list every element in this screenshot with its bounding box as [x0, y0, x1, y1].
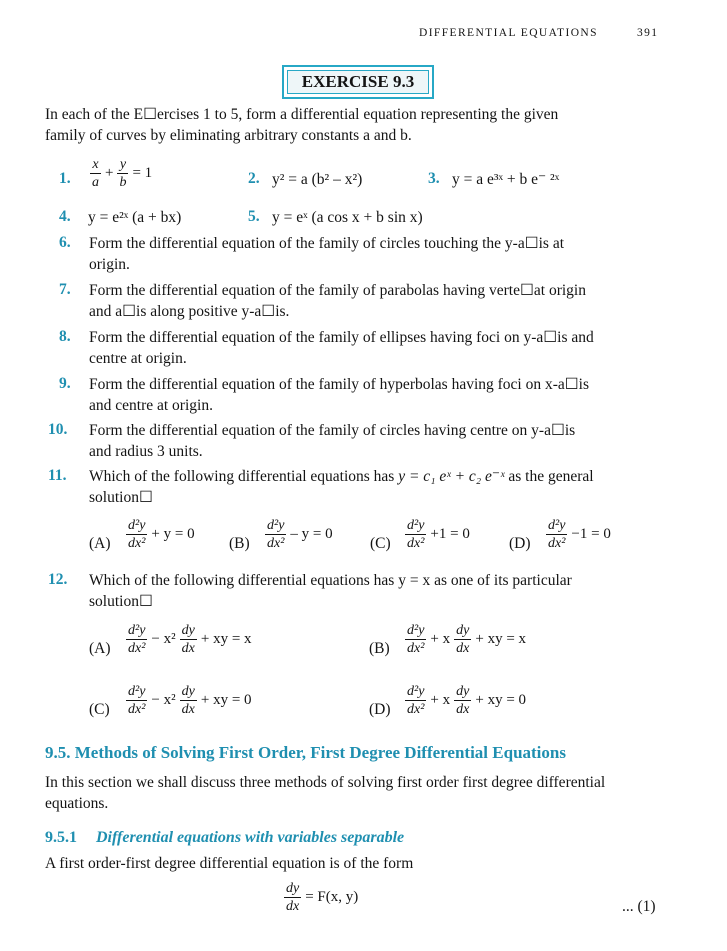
option-11-d-label: (D) — [509, 535, 531, 552]
subsection-text: A first order-first degree differential equation is of the form — [45, 855, 414, 872]
item-12-options — [89, 622, 669, 732]
item-number-11: 11. — [48, 467, 67, 484]
option-11-c-eq: $\frac{\text{d²y}}{\text{dx²}}$ +1 = 0 — [407, 518, 470, 551]
option-11-c-label: (C) — [370, 535, 391, 552]
item-10-line-2: and radius 3 units. — [89, 443, 203, 460]
item-3-equation: y = a e³ˣ + b e⁻ ²ˣ — [452, 171, 560, 188]
item-number-4: 4. — [59, 208, 71, 225]
option-11-a-eq: $\frac{\text{d²y}}{\text{dx²}}$ + y = 0 — [128, 518, 195, 551]
item-11-line-2: solution☐ — [89, 489, 153, 506]
option-12-b-label: (B) — [369, 640, 390, 657]
item-11-options — [89, 517, 669, 563]
item-number-8: 8. — [59, 328, 71, 345]
item-7-line-2: and a☐is along positive y-a☐is. — [89, 303, 290, 320]
option-11-a-label: (A) — [89, 535, 111, 552]
item-6-line-2: origin. — [89, 256, 130, 273]
equation-1-label: ... (1) — [622, 898, 656, 915]
item-number-1: 1. — [59, 170, 71, 187]
option-11-d-eq: $\frac{\text{d²y}}{\text{dx²}}$ −1 = 0 — [548, 518, 611, 551]
option-11-b-eq: $\frac{\text{d²y}}{\text{dx²}}$ – y = 0 — [267, 518, 333, 551]
option-12-a-label: (A) — [89, 640, 111, 657]
option-12-c-eq: $\frac{\text{d²y}}{\text{dx²}}$ − x² $\frac{dy}{dx}$ + xy = 0 — [128, 684, 252, 717]
option-12-a-eq: $\frac{\text{d²y}}{\text{dx²}}$ − x² $\frac{dy}{dx}$ + xy = x — [128, 623, 252, 656]
item-4-equation: y = e²ˣ (a + bx) — [88, 209, 182, 226]
item-9-line-1: Form the differential equation of the family of hyperbolas having foci on x-a☐is — [89, 376, 590, 393]
section-text-line-1: In this section we shall discuss three methods of solving first order first degree differential — [45, 774, 606, 791]
item-9-line-2: and centre at origin. — [89, 397, 213, 414]
item-1-equation: $\frac{x}{a}$ + $\frac{y}{b}$ = 1 — [92, 157, 153, 190]
item-number-7: 7. — [59, 281, 71, 298]
item-11-line-1: Which of the following differential equations has y = c₁ eˣ + c₂ e⁻ˣ as the general — [89, 468, 594, 485]
item-10-line-1: Form the differential equation of the family of circles having centre on y-a☐is — [89, 422, 576, 439]
item-number-6: 6. — [59, 234, 71, 251]
exercise-intro-line-1: In each of the E☐ercises 1 to 5, form a differential equation representing the given — [45, 106, 559, 123]
item-number-5: 5. — [248, 208, 260, 225]
subsection-title: Differential equations with variables separable — [96, 829, 405, 846]
item-number-9: 9. — [59, 375, 71, 392]
option-12-c-label: (C) — [89, 701, 110, 718]
item-12-line-1: Which of the following differential equations has y = x as one of its particular — [89, 572, 572, 589]
exercise-intro-line-2: family of curves by eliminating arbitrary constants a and b. — [45, 127, 412, 144]
item-6-line-1: Form the differential equation of the family of circles touching the y-a☐is at — [89, 235, 565, 252]
page-number: 391 — [637, 27, 659, 39]
item-number-12: 12. — [48, 571, 68, 588]
option-12-b-eq: $\frac{\text{d²y}}{\text{dx²}}$ + x $\frac{dy}{dx}$ + xy = x — [407, 623, 527, 656]
item-number-2: 2. — [248, 170, 260, 187]
running-title: DIFFERENTIAL EQUATIONS — [419, 27, 598, 39]
item-2-equation: y² = a (b² – x²) — [272, 171, 363, 188]
subsection-number: 9.5.1 — [45, 829, 77, 846]
option-11-b-label: (B) — [229, 535, 250, 552]
item-number-3: 3. — [428, 170, 440, 187]
fraction-y-over-b: $\frac{y}{b}$ — [119, 157, 127, 190]
item-12-line-2: solution☐ — [89, 593, 153, 610]
item-8-line-2: centre at origin. — [89, 350, 187, 367]
fraction-dy-dx: $\frac{dy}{dx}$ — [286, 881, 300, 914]
section-heading: 9.5. Methods of Solving First Order, First Degree Differential Equations — [45, 743, 566, 762]
item-number-10: 10. — [48, 421, 68, 438]
option-12-d-label: (D) — [369, 701, 391, 718]
option-12-d-eq: $\frac{\text{d²y}}{\text{dx²}}$ + x $\frac{dy}{dx}$ + xy = 0 — [407, 684, 527, 717]
exercise-title-box — [282, 65, 434, 99]
equation-1: $\frac{dy}{dx}$ = F(x, y) — [286, 881, 359, 914]
item-8-line-1: Form the differential equation of the family of ellipses having foci on y-a☐is and — [89, 329, 594, 346]
item-7-line-1: Form the differential equation of the family of parabolas having verte☐at origin — [89, 282, 586, 299]
fraction-x-over-a: $\frac{x}{a}$ — [92, 157, 99, 190]
item-5-equation: y = eˣ (a cos x + b sin x) — [272, 209, 423, 226]
section-text-line-2: equations. — [45, 795, 109, 812]
exercise-title: EXERCISE 9.3 — [287, 70, 429, 94]
